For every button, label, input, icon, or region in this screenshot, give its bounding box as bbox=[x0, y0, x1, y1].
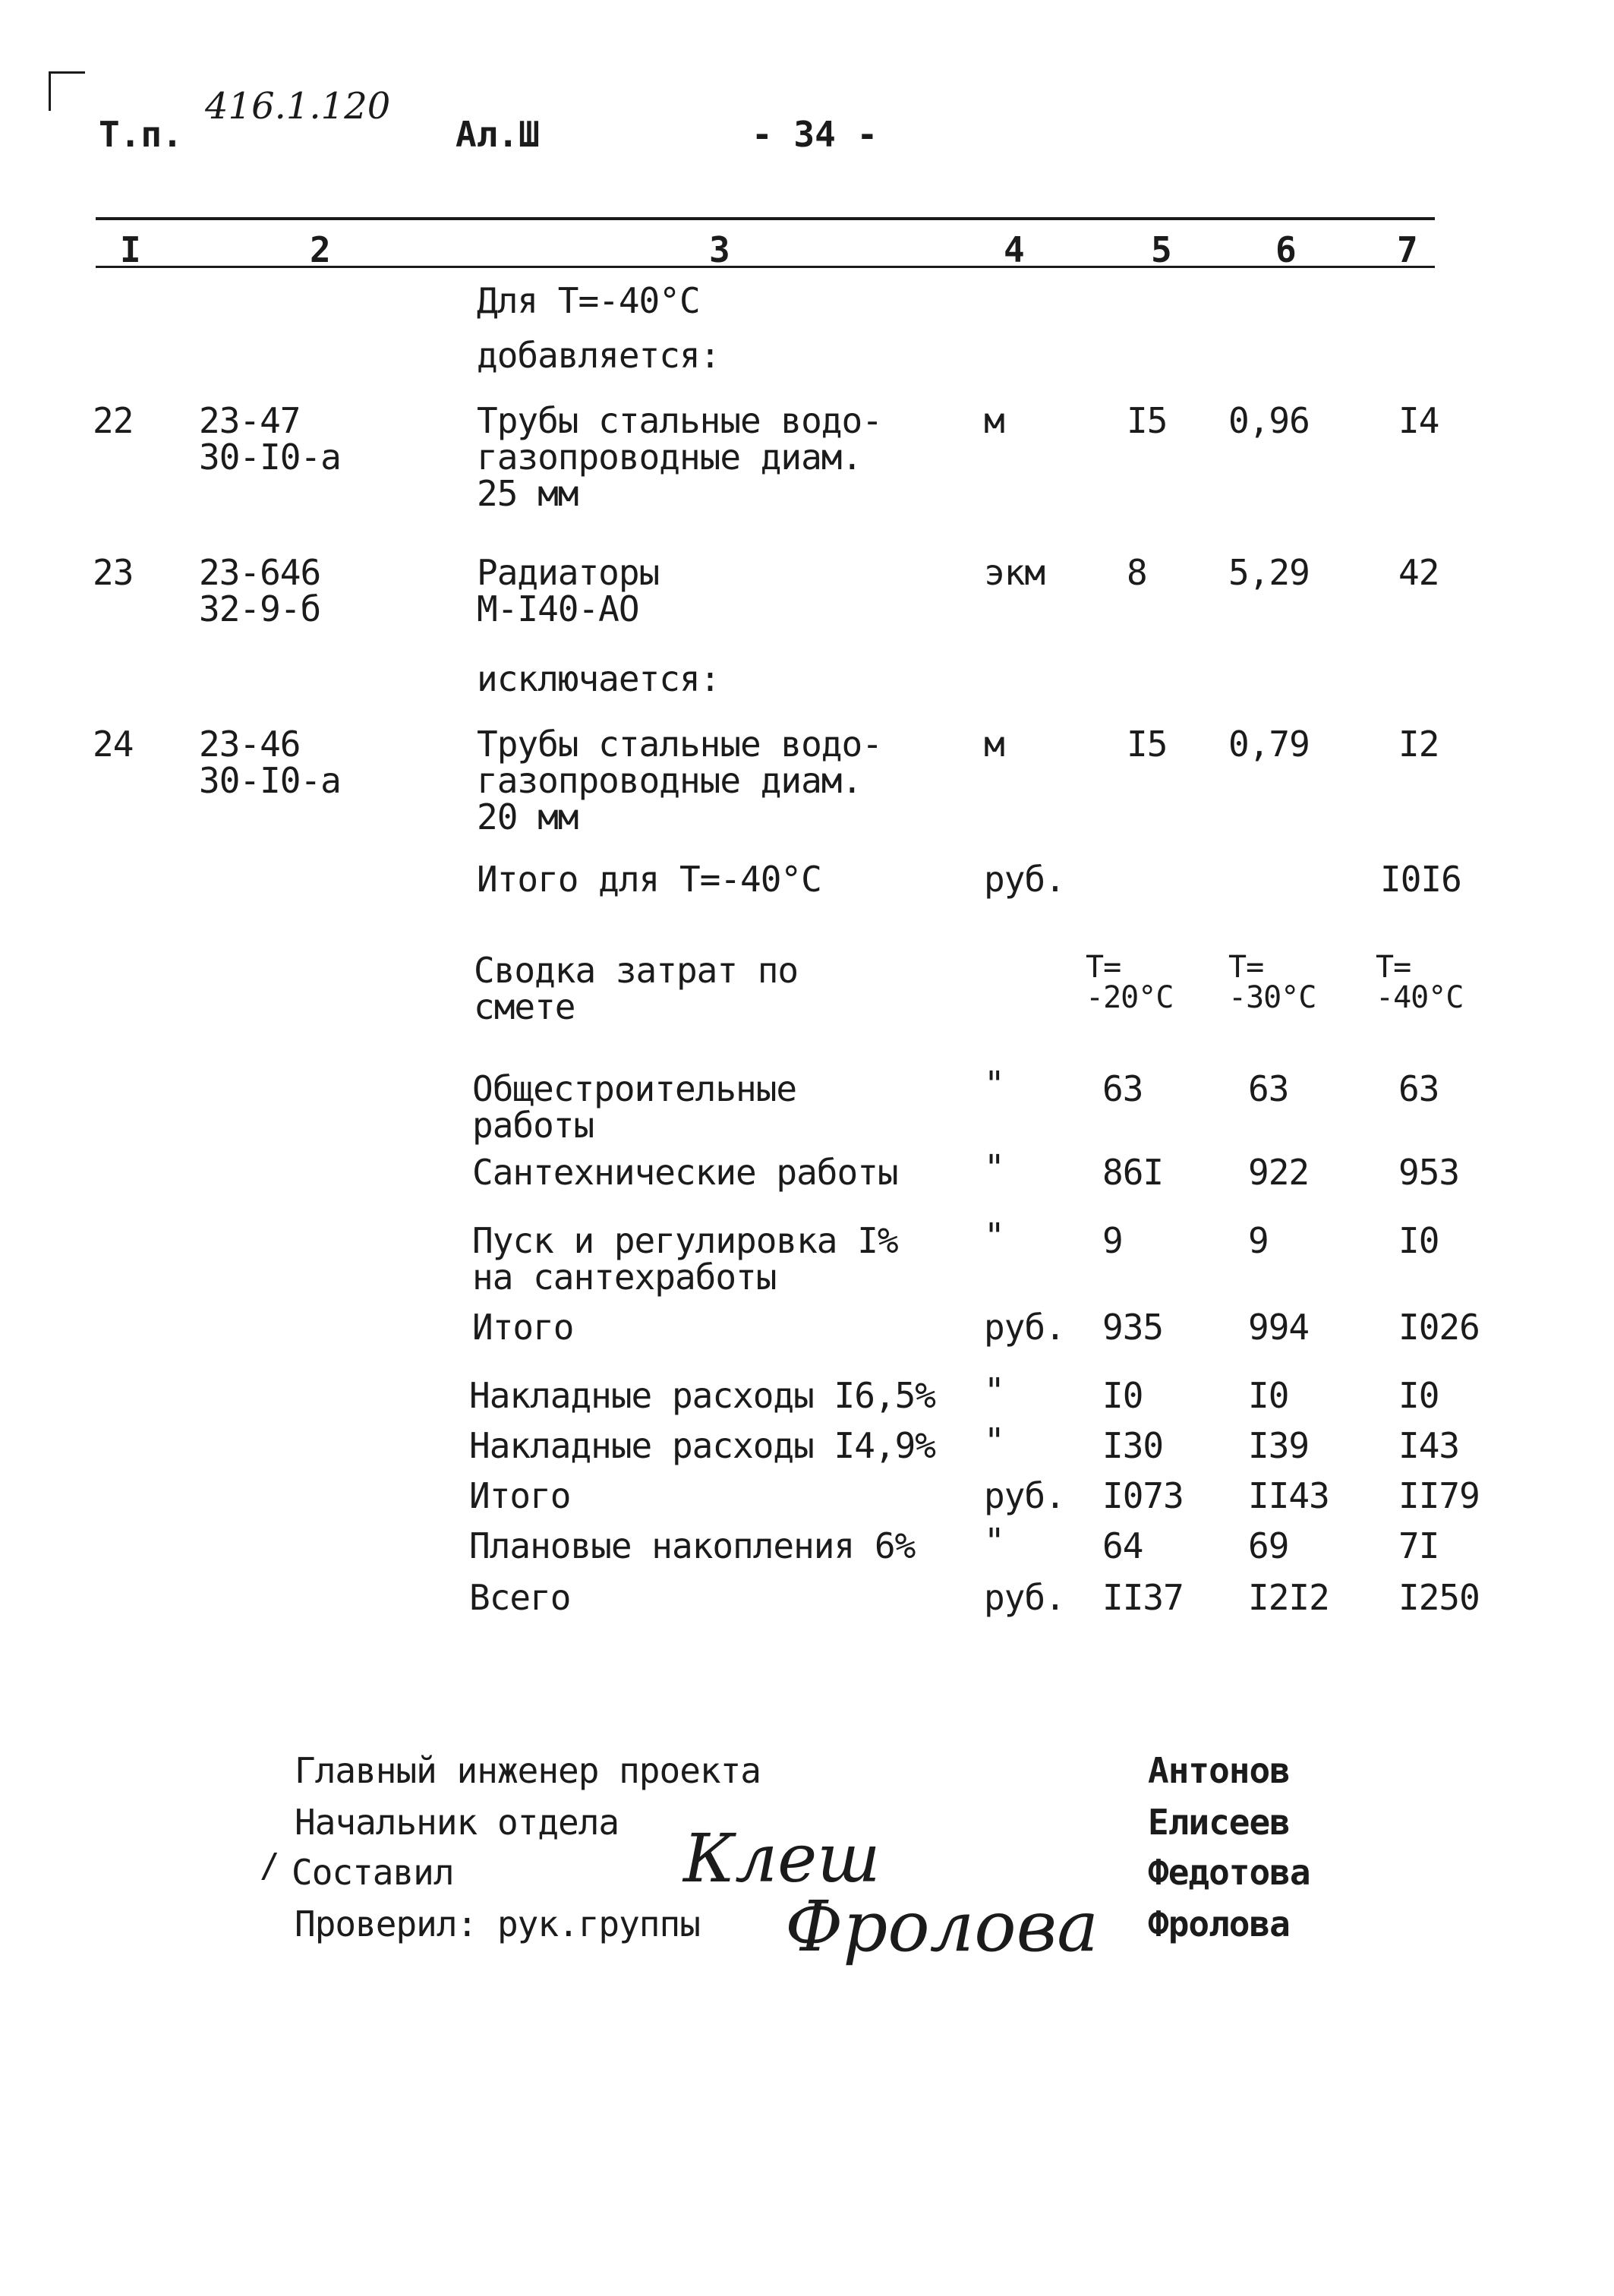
summary-row-label: Итого bbox=[469, 1475, 571, 1516]
excluded-label: исключается: bbox=[477, 658, 720, 699]
row-23-unit: экм bbox=[984, 552, 1045, 593]
signature-role: Составил bbox=[292, 1852, 454, 1893]
summary-row-unit: " bbox=[984, 1064, 1004, 1105]
col-6-header: 6 bbox=[1275, 229, 1297, 270]
summary-row-v1: 64 bbox=[1102, 1525, 1143, 1566]
summary-row-v1: 86I bbox=[1102, 1152, 1164, 1193]
summary-row-v3: I0 bbox=[1398, 1220, 1439, 1261]
slash-mark: / bbox=[260, 1847, 279, 1885]
total-t40-value: I0I6 bbox=[1380, 859, 1461, 900]
signature-name: Фролова bbox=[1148, 1903, 1290, 1944]
summary-row-v3: 63 bbox=[1398, 1068, 1439, 1109]
signature-name: Елисеев bbox=[1148, 1802, 1290, 1843]
row-22-price: 0,96 bbox=[1228, 400, 1310, 441]
summary-row-label: Сантехнические работы bbox=[472, 1152, 898, 1193]
summary-row-v3: I0 bbox=[1398, 1375, 1439, 1416]
total-t40-label: Итого для Т=-40°С bbox=[477, 859, 821, 900]
row-23-qty: 8 bbox=[1127, 552, 1147, 593]
summary-row-v3: I026 bbox=[1398, 1307, 1480, 1348]
col-1-header: I bbox=[120, 229, 141, 270]
summary-row-unit: руб. bbox=[984, 1475, 1065, 1516]
signature-name: Антонов bbox=[1148, 1750, 1290, 1791]
row-24-no: 24 bbox=[93, 724, 134, 765]
summary-row-v3: 953 bbox=[1398, 1152, 1460, 1193]
header-project-no: 416.1.120 bbox=[205, 85, 391, 128]
row-24-code: 23-46 30-I0-а bbox=[199, 724, 341, 801]
summary-row-label: Итого bbox=[472, 1307, 574, 1348]
summary-row-unit: руб. bbox=[984, 1577, 1065, 1618]
summary-row-v1: 9 bbox=[1102, 1220, 1123, 1261]
row-24-unit: м bbox=[984, 724, 1004, 765]
summary-row-unit: " bbox=[984, 1421, 1004, 1462]
header-prefix: Т.п. bbox=[99, 114, 183, 155]
summary-row-unit: руб. bbox=[984, 1307, 1065, 1348]
section-title: Для Т=-40°С bbox=[477, 280, 700, 321]
row-22-name: Трубы стальные водо- газопроводные диам. 25 мм bbox=[477, 400, 882, 514]
col-5-header: 5 bbox=[1151, 229, 1172, 270]
row-23-name: Радиаторы М-I40-АО bbox=[477, 552, 660, 629]
summary-row-v1: I0 bbox=[1102, 1375, 1143, 1416]
handwritten-signature-2: Фролова bbox=[785, 1886, 1099, 1967]
col-4-header: 4 bbox=[1004, 229, 1025, 270]
table-header-rule bbox=[96, 266, 1435, 268]
row-22-qty: I5 bbox=[1127, 400, 1168, 441]
summary-row-v2: II43 bbox=[1248, 1475, 1329, 1516]
summary-row-v1: 63 bbox=[1102, 1068, 1143, 1109]
summary-row-unit: " bbox=[984, 1521, 1004, 1562]
corner-mark-v bbox=[49, 71, 51, 111]
summary-row-v2: I2I2 bbox=[1248, 1577, 1329, 1618]
signature-role: Проверил: рук.группы bbox=[295, 1903, 700, 1944]
col-7-header: 7 bbox=[1397, 229, 1418, 270]
summary-temp-30: Т= -30°С bbox=[1228, 950, 1316, 1015]
summary-row-v2: 9 bbox=[1248, 1220, 1269, 1261]
row-24-name: Трубы стальные водо- газопроводные диам. 20 мм bbox=[477, 724, 882, 837]
summary-temp-40: Т= -40°С bbox=[1376, 950, 1464, 1015]
summary-row-v2: 69 bbox=[1248, 1525, 1289, 1566]
row-22-code: 23-47 30-I0-а bbox=[199, 400, 341, 478]
summary-row-label: Накладные расходы I4,9% bbox=[469, 1425, 935, 1466]
corner-mark-h bbox=[49, 71, 85, 74]
added-label: добавляется: bbox=[477, 335, 720, 376]
summary-row-v1: 935 bbox=[1102, 1307, 1164, 1348]
summary-row-label: Пуск и регулировка I% на сантехработы bbox=[472, 1220, 898, 1298]
row-23-price: 5,29 bbox=[1228, 552, 1310, 593]
row-23-no: 23 bbox=[93, 552, 134, 593]
summary-row-label: Накладные расходы I6,5% bbox=[469, 1375, 935, 1416]
page-number: - 34 - bbox=[752, 114, 878, 155]
summary-row-v1: I30 bbox=[1102, 1425, 1164, 1466]
summary-row-label: Общестроительные работы bbox=[472, 1068, 797, 1146]
summary-row-v2: I0 bbox=[1248, 1375, 1289, 1416]
summary-row-unit: " bbox=[984, 1147, 1004, 1188]
row-23-total: 42 bbox=[1398, 552, 1439, 593]
signature-role: Начальник отдела bbox=[295, 1802, 619, 1843]
summary-title: Сводка затрат по смете bbox=[474, 950, 799, 1027]
handwritten-signature-1: Клеш bbox=[683, 1819, 881, 1897]
summary-row-label: Плановые накопления 6% bbox=[469, 1525, 916, 1566]
row-22-total: I4 bbox=[1398, 400, 1439, 441]
summary-row-v2: 63 bbox=[1248, 1068, 1289, 1109]
signature-name: Федотова bbox=[1148, 1852, 1310, 1893]
summary-row-v3: I43 bbox=[1398, 1425, 1460, 1466]
row-22-no: 22 bbox=[93, 400, 134, 441]
header-sheet: Ал.Ш bbox=[456, 114, 540, 155]
total-t40-unit: руб. bbox=[984, 859, 1065, 900]
summary-row-v3: I250 bbox=[1398, 1577, 1480, 1618]
signature-role: Главный инженер проекта bbox=[295, 1750, 761, 1791]
col-3-header: 3 bbox=[709, 229, 730, 270]
row-24-total: I2 bbox=[1398, 724, 1439, 765]
summary-row-unit: " bbox=[984, 1370, 1004, 1411]
summary-temp-20: Т= -20°С bbox=[1086, 950, 1174, 1015]
summary-row-v2: 994 bbox=[1248, 1307, 1310, 1348]
table-top-rule bbox=[96, 217, 1435, 220]
summary-row-unit: " bbox=[984, 1216, 1004, 1257]
summary-row-v3: 7I bbox=[1398, 1525, 1439, 1566]
summary-row-v1: I073 bbox=[1102, 1475, 1184, 1516]
row-24-qty: I5 bbox=[1127, 724, 1168, 765]
summary-row-v3: II79 bbox=[1398, 1475, 1480, 1516]
summary-row-label: Всего bbox=[469, 1577, 571, 1618]
summary-row-v1: II37 bbox=[1102, 1577, 1184, 1618]
row-24-price: 0,79 bbox=[1228, 724, 1310, 765]
summary-row-v2: I39 bbox=[1248, 1425, 1310, 1466]
row-23-code: 23-646 32-9-б bbox=[199, 552, 321, 629]
row-22-unit: м bbox=[984, 400, 1004, 441]
summary-row-v2: 922 bbox=[1248, 1152, 1310, 1193]
col-2-header: 2 bbox=[310, 229, 331, 270]
